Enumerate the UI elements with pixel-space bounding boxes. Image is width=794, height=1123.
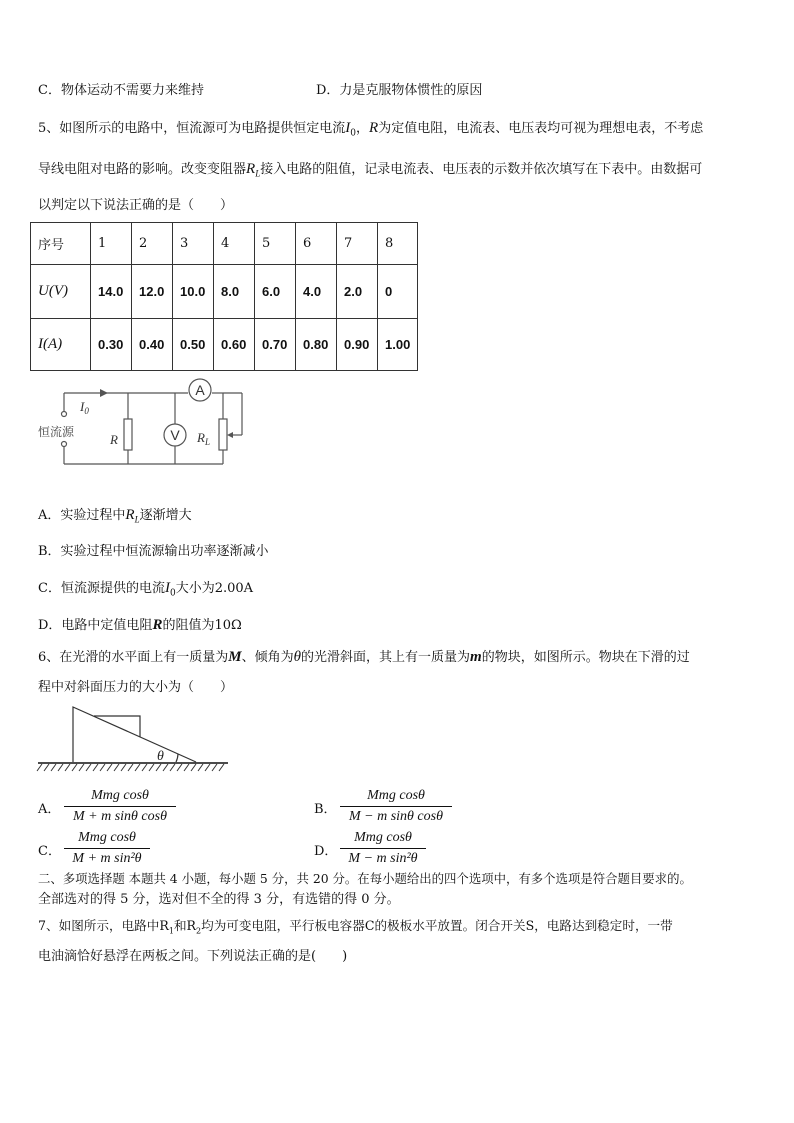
table-row (31, 265, 418, 319)
table-col-5: 5 (255, 223, 296, 265)
q5-data-table (30, 222, 418, 371)
q5-option-b: B．实验过程中恒流源输出功率逐渐减小 (38, 544, 269, 559)
table-cell: 10.0 (173, 265, 214, 319)
resistor-label: R (110, 432, 118, 447)
table-cell: 0.30 (91, 319, 132, 371)
table-cell: 0.50 (173, 319, 214, 371)
table-cell: 4.0 (296, 265, 337, 319)
table-col-7: 7 (337, 223, 378, 265)
table-col-2: 2 (132, 223, 173, 265)
q5-stem-line3: 以判定以下说法正确的是（ ） (38, 198, 234, 213)
terminal-icon (62, 412, 67, 417)
table-cell: 14.0 (91, 265, 132, 319)
section2-instructions-line1: 二、多项选择题 本题共 4 小题，每小题 5 分，共 20 分。在每小题给出的四个选项中，有多个选项是符合题目要求的。 (38, 871, 692, 886)
table-cell: 8.0 (214, 265, 255, 319)
q7-stem-line2: 电油滴恰好悬浮在两板之间。下列说法正确的是( ) (38, 949, 348, 964)
q6-stem-line2: 程中对斜面压力的大小为（ ） (38, 680, 234, 695)
table-col-1: 1 (91, 223, 132, 265)
q6-option-a-fraction: Mmg cosθ M + m sinθ cosθ (64, 787, 176, 826)
q6-stem-line1: 6、在光滑的水平面上有一质量为M、倾角为θ的光滑斜面，其上有一质量为m的物块，如图所示。物块在下滑的过 (38, 649, 690, 665)
table-col-6: 6 (296, 223, 337, 265)
ground-hatching-icon (37, 764, 224, 771)
table-cell: 2.0 (337, 265, 378, 319)
table-col-4: 4 (214, 223, 255, 265)
q4-option-c: C．物体运动不需要力来维持 (38, 83, 204, 98)
q5-option-c: C．恒流源提供的电流$I_0$大小为2.00A (38, 580, 254, 599)
current-arrow-icon (100, 389, 108, 397)
table-cell: 0.70 (255, 319, 296, 371)
table-cell: 6.0 (255, 265, 296, 319)
source-label: 恒流源 (38, 425, 75, 439)
q6-option-a-label: A． (38, 802, 61, 817)
terminal-icon (62, 442, 67, 447)
table-cell: 0.80 (296, 319, 337, 371)
table-cell: 1.00 (378, 319, 418, 371)
q4-option-d: D．力是克服物体惯性的原因 (316, 83, 483, 98)
table-header-label: 序号 (31, 223, 91, 265)
incline-icon (73, 707, 196, 762)
table-row (31, 223, 418, 265)
q5-option-d: D．电路中定值电阻R的阻值为10Ω (38, 617, 242, 633)
q6-option-d-label: D． (314, 844, 338, 859)
table-cell: 0.90 (337, 319, 378, 371)
table-row (31, 319, 418, 371)
q5-option-a: A．实验过程中$R_L$逐渐增大 (38, 507, 192, 525)
angle-label: θ (157, 749, 164, 764)
slider-arrow-icon (227, 432, 233, 438)
table-i-label: I(A) (31, 319, 91, 371)
q6-option-c-label: C． (38, 844, 61, 859)
q6-option-c-fraction: Mmg cosθ M + m sin²θ (64, 829, 150, 868)
q6-option-d-fraction: Mmg cosθ M − m sin²θ (340, 829, 426, 868)
table-col-8: 8 (378, 223, 418, 265)
table-cell: 0.40 (132, 319, 173, 371)
table-cell: 0 (378, 265, 418, 319)
rheostat-icon (219, 419, 227, 450)
voltmeter-label: V (170, 427, 180, 443)
q6-option-b-label: B． (314, 802, 337, 817)
table-col-3: 3 (173, 223, 214, 265)
table-cell: 0.60 (214, 319, 255, 371)
q7-stem-line1: 7、如图所示，电路中$R_1$和$R_2$均为可变电阻，平行板电容器C的极板水平放置。闭合开关S，电路达到稳定时，一带 (38, 918, 673, 936)
q5-stem-line1: 5、如图所示的电路中，恒流源可为电路提供恒定电流$I_0$，R为定值电阻，电流表、电压表均可视为理想电表，不考虑 (38, 120, 704, 139)
current-label: $I_0$ (80, 399, 89, 416)
table-u-label: U(V) (31, 265, 91, 319)
q6-option-b-fraction: Mmg cosθ M − m sinθ cosθ (340, 787, 452, 826)
q5-circuit-diagram (30, 376, 260, 486)
rheostat-label: $R_L$ (197, 430, 210, 447)
q5-stem-line2: 导线电阻对电路的影响。改变变阻器$R_L$接入电路的阻值，记录电流表、电压表的示数并依次填写在下表中。由数据可 (38, 161, 703, 179)
ammeter-label: A (195, 382, 205, 398)
resistor-icon (124, 419, 132, 450)
section2-instructions-line2: 全部选对的得 5 分，选对但不全的得 3 分，有选错的得 0 分。 (38, 892, 400, 907)
q6-incline-figure (36, 702, 232, 774)
table-cell: 12.0 (132, 265, 173, 319)
